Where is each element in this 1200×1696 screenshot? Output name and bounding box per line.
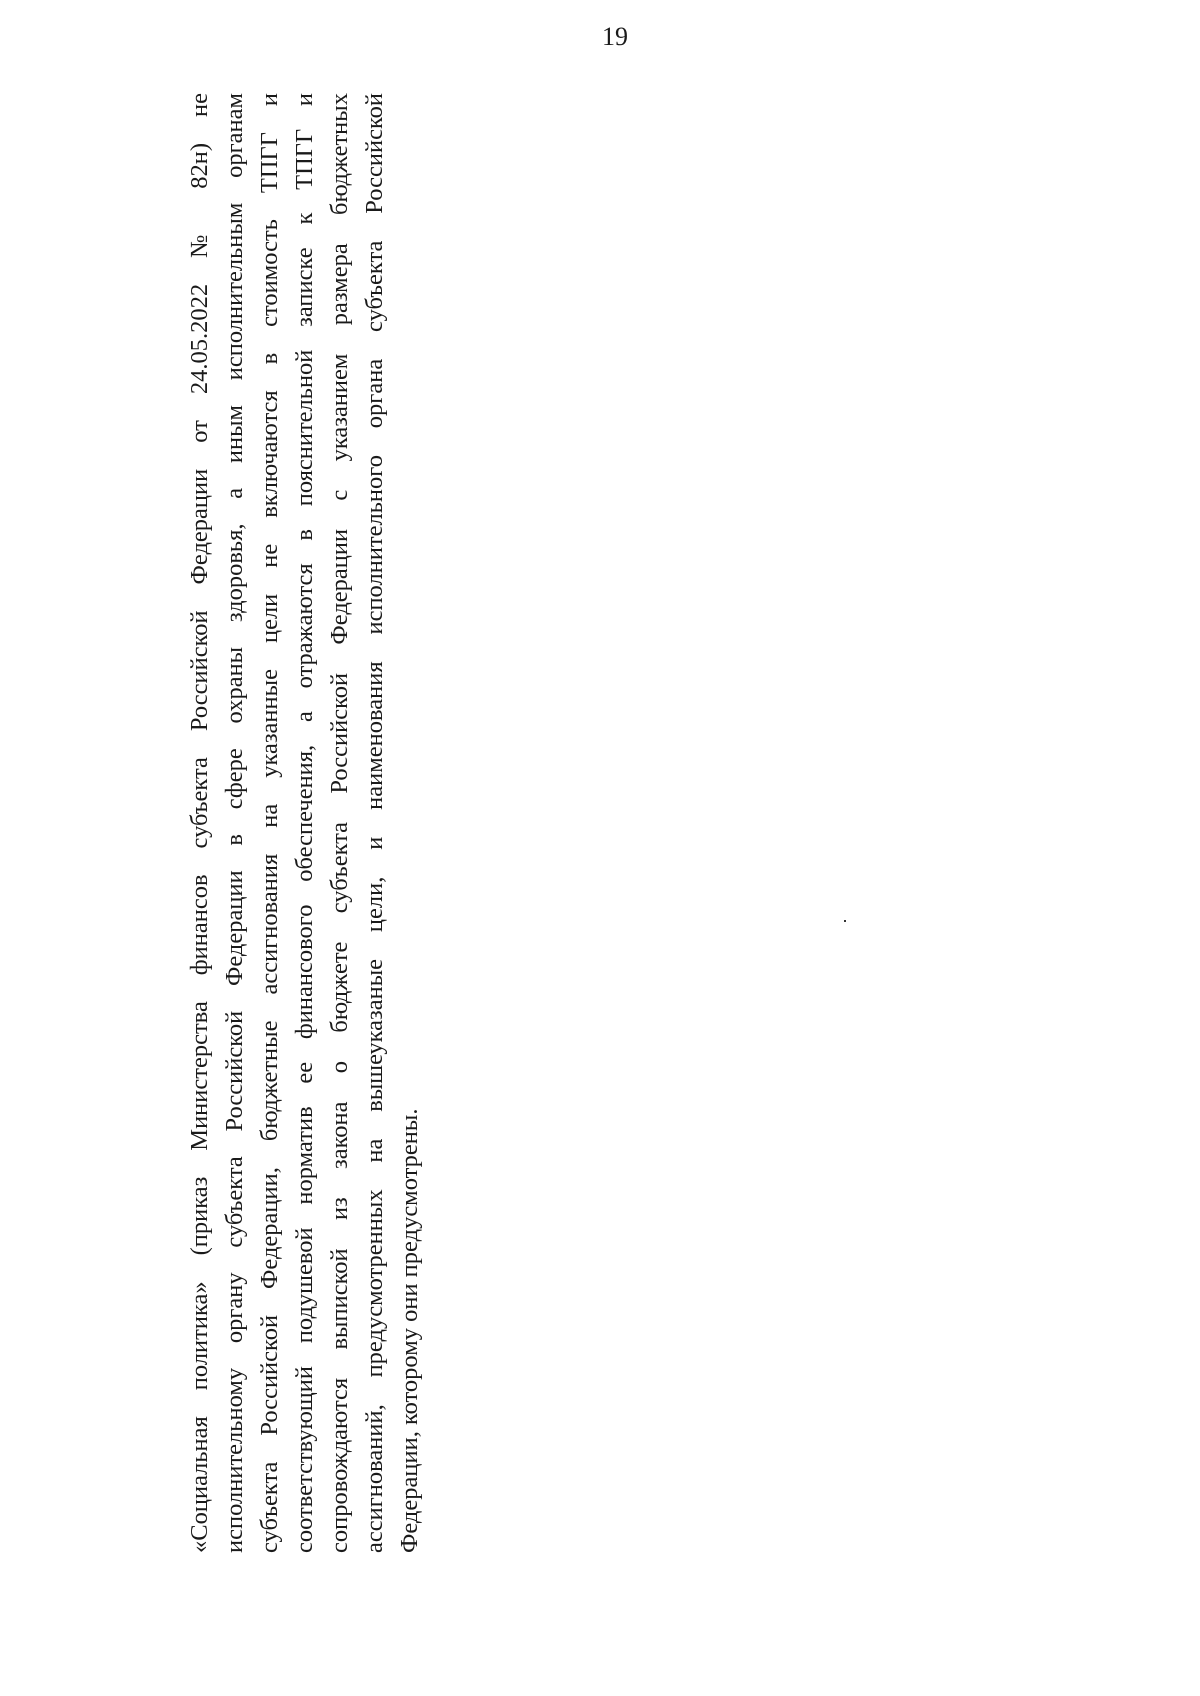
body-line: ассигнований, предусмотренных на вышеуказаные цели, и наименования исполнительного органа субъекта Российской (361, 93, 388, 1553)
rotated-text-block (182, 93, 427, 1553)
body-line: исполнительному органу субъекта Российской Федерации в сфере охраны здоровья, а иным исполнительным органам (221, 93, 248, 1553)
body-line: сопровождаются выпиской из закона о бюджете субъекта Российской Федерации с указанием размера бюджетных (326, 93, 353, 1553)
body-line: «Социальная политика» (приказ Министерства финансов субъекта Российской Федерации от 24.05.2022 № 82н) не (186, 93, 213, 1553)
body-line: Федерации, которому они предусмотрены. (396, 1108, 423, 1553)
page-number: 19 (602, 22, 628, 51)
body-line: субъекта Российской Федерации, бюджетные ассигнования на указанные цели не включаются в стоимость ТПГГ и (256, 93, 283, 1553)
scan-speck (844, 920, 846, 922)
body-line: соответствующий подушевой норматив ее финансового обеспечения, а отражаются в пояснительной записке к ТПГГ и (291, 93, 318, 1553)
